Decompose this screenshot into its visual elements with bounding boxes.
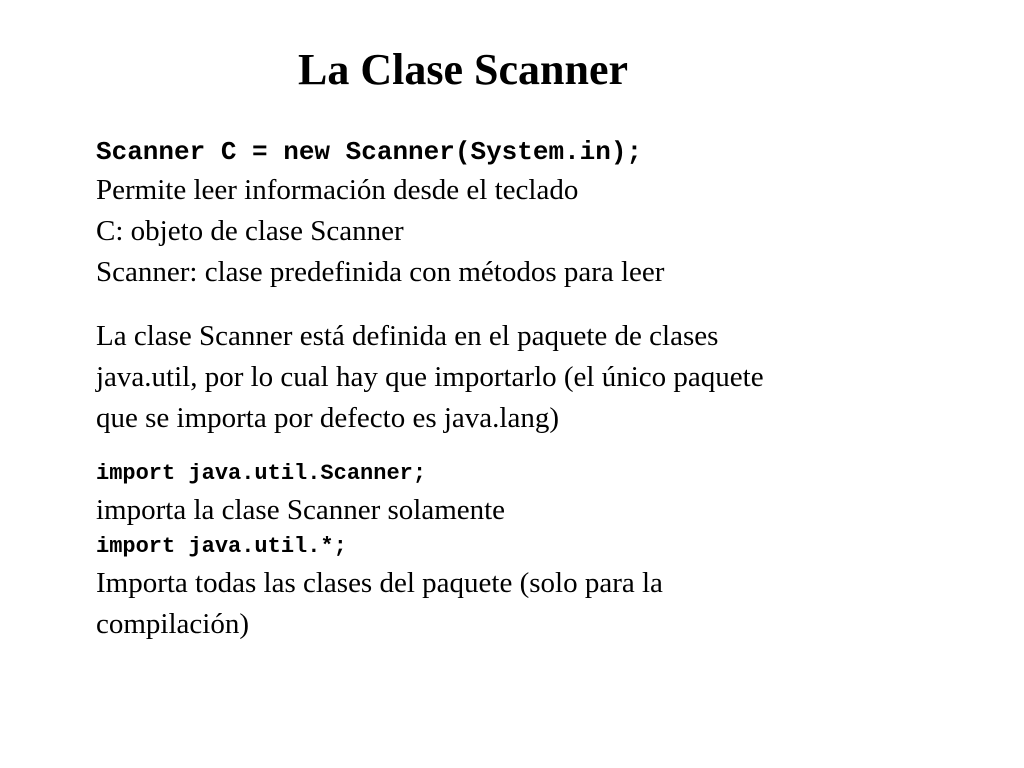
import-scanner-code: import java.util.Scanner;: [96, 461, 427, 486]
scanner-declaration-code: Scanner C = new Scanner(System.in);: [96, 137, 643, 167]
import-all-description-line: Importa todas las clases del paquete (solo para la: [96, 567, 663, 599]
import-all-description-line: compilación): [96, 608, 250, 640]
section-spacer: [96, 293, 996, 316]
slide-title-text: La Clase Scanner: [298, 45, 628, 94]
import-scanner-description: importa la clase Scanner solamente: [96, 494, 506, 526]
class-description: Scanner: clase predefinida con métodos para leer: [96, 256, 665, 288]
section-spacer: [96, 439, 996, 458]
object-description: C: objeto de clase Scanner: [96, 215, 404, 247]
slide-content: [96, 134, 996, 645]
import-all-code: import java.util.*;: [96, 534, 347, 559]
package-paragraph-line: La clase Scanner está definida en el paquete de clases: [96, 320, 719, 352]
package-paragraph-line: que se importa por defecto es java.lang): [96, 402, 560, 434]
keyboard-read-description: Permite leer información desde el teclado: [96, 174, 579, 206]
package-paragraph-line: java.util, por lo cual hay que importarlo (el único paquete: [96, 361, 764, 393]
